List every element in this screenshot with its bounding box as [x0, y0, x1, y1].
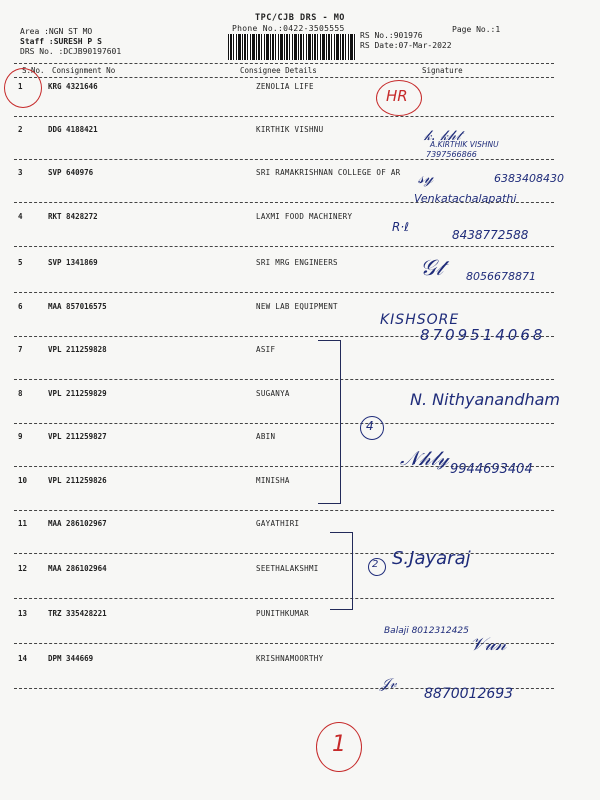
rs-number: RS No.:901976: [360, 31, 423, 40]
staff-label: Staff :SURESH P S: [20, 37, 102, 46]
row-consignee: ZENOLIA LIFE: [256, 82, 314, 91]
group-1-bracket: [318, 340, 341, 504]
row-consignment-number: DPM 344669: [48, 654, 94, 663]
row-serial-number: 6: [18, 302, 23, 311]
hr-mark: HR: [386, 87, 408, 105]
row-consignment-number: RKT 8428272: [48, 212, 98, 221]
row-consignment-number: MAA 286102967: [48, 519, 107, 528]
row-consignment-number: VPL 211259829: [48, 389, 107, 398]
red-circle-mark: [4, 68, 42, 108]
barcode: [228, 34, 356, 60]
row-consignee: GAYATHIRI: [256, 519, 300, 528]
signature-6-phone: 8709514068: [420, 326, 546, 344]
col-consignee: Consignee Details: [240, 66, 317, 75]
drs-number: DRS No. :DCJB90197601: [20, 47, 122, 56]
row-divider: [14, 246, 554, 247]
row-consignee: KIRTHIK VISHNU: [256, 125, 324, 134]
row-serial-number: 3: [18, 168, 23, 177]
row-divider: [14, 159, 554, 160]
group-2-count: 2: [372, 559, 379, 570]
bottom-mark: 1: [332, 732, 346, 757]
signature-3-phone: 6383408430: [494, 172, 564, 185]
row-serial-number: 12: [18, 564, 28, 573]
row-consignee: SEETHALAKSHMI: [256, 564, 319, 573]
rs-date: RS Date:07-Mar-2022: [360, 41, 452, 50]
signature-3-name: Venkatachalapathi: [414, 192, 517, 205]
row-divider: [14, 510, 554, 511]
row-consignee: MINISHA: [256, 476, 290, 485]
row-consignment-number: VPL 211259827: [48, 432, 107, 441]
row-serial-number: 5: [18, 258, 23, 267]
row-serial-number: 7: [18, 345, 23, 354]
row-serial-number: 13: [18, 609, 28, 618]
group-1-count: 4: [366, 419, 374, 433]
col-consignment: Consignment No: [52, 66, 116, 75]
row-serial-number: 2: [18, 125, 23, 134]
row-consignee: PUNITHKUMAR: [256, 609, 309, 618]
signature-2-name: A.KIRTHIK VISHNU: [430, 140, 499, 149]
signature-9-phone: 9944693404: [450, 462, 533, 477]
row-serial-number: 1: [18, 82, 23, 91]
signature-12-name: S.Jayaraj: [392, 548, 471, 569]
header-divider-top: [14, 63, 554, 64]
row-divider: [14, 292, 554, 293]
row-consignee: KRISHNAMOORTHY: [256, 654, 324, 663]
row-consignment-number: VPL 211259828: [48, 345, 107, 354]
signature-9-scribble: 𝒩𝒽𝓁𝓎: [400, 446, 449, 470]
row-consignment-number: SVP 1341869: [48, 258, 98, 267]
signature-14-scribble: 𝒥𝓋: [380, 676, 397, 692]
row-divider: [14, 116, 554, 117]
row-serial-number: 14: [18, 654, 28, 663]
row-consignee: SRI RAMAKRISHNAN COLLEGE OF AR: [256, 168, 401, 177]
page-number: Page No.:1: [452, 25, 501, 34]
row-consignee: SUGANYA: [256, 389, 290, 398]
row-consignee: ASIF: [256, 345, 276, 354]
row-consignment-number: SVP 640976: [48, 168, 94, 177]
signature-5-phone: 8056678871: [466, 270, 536, 283]
row-serial-number: 9: [18, 432, 23, 441]
signature-13-note: Balaji 8012312425: [384, 626, 469, 636]
signature-2-scribble: 𝓀. 𝓀𝒽𝓉: [424, 128, 461, 144]
group-2-bracket: [330, 532, 353, 610]
row-serial-number: 11: [18, 519, 28, 528]
row-serial-number: 8: [18, 389, 23, 398]
row-serial-number: 10: [18, 476, 28, 485]
signature-4-phone: 8438772588: [452, 228, 529, 242]
col-sno: S.No.: [22, 66, 45, 75]
row-consignment-number: TRZ 335428221: [48, 609, 107, 618]
row-consignee: LAXMI FOOD MACHINERY: [256, 212, 353, 221]
row-divider: [14, 423, 554, 424]
document-title: TPC/CJB DRS - MO: [255, 13, 345, 23]
row-serial-number: 4: [18, 212, 23, 221]
phone-number: Phone No.:0422-3505555: [232, 24, 345, 33]
row-consignee: NEW LAB EQUIPMENT: [256, 302, 338, 311]
header-divider-bottom: [14, 77, 554, 78]
row-consignment-number: DDG 4188421: [48, 125, 98, 134]
col-signature: Signature: [422, 66, 463, 75]
signature-5-scribble: 𝒢𝓉: [420, 256, 444, 281]
row-consignment-number: MAA 286102964: [48, 564, 107, 573]
signature-4-scribble: R·ℓ: [392, 220, 410, 234]
header-left-info: [20, 27, 121, 57]
header-right-info: [360, 31, 452, 51]
row-divider: [14, 598, 554, 599]
row-consignee: ABIN: [256, 432, 276, 441]
signature-2-phone: 7397566866: [426, 150, 477, 159]
signature-8-name: N. Nithyanandham: [410, 390, 561, 409]
signature-3-scribble: 𝓈𝓎: [418, 168, 434, 187]
signature-13-scribble: 𝒱𝓊𝓃: [470, 634, 507, 655]
row-consignment-number: MAA 857016575: [48, 302, 107, 311]
row-divider: [14, 553, 554, 554]
signature-6-name: KISHSORE: [380, 312, 460, 328]
row-consignment-number: KRG 4321646: [48, 82, 98, 91]
row-consignment-number: VPL 211259826: [48, 476, 107, 485]
row-consignee: SRI MRG ENGINEERS: [256, 258, 338, 267]
signature-14-phone: 8870012693: [424, 686, 514, 702]
row-divider: [14, 379, 554, 380]
area-label: Area :NGN ST MO: [20, 27, 93, 36]
